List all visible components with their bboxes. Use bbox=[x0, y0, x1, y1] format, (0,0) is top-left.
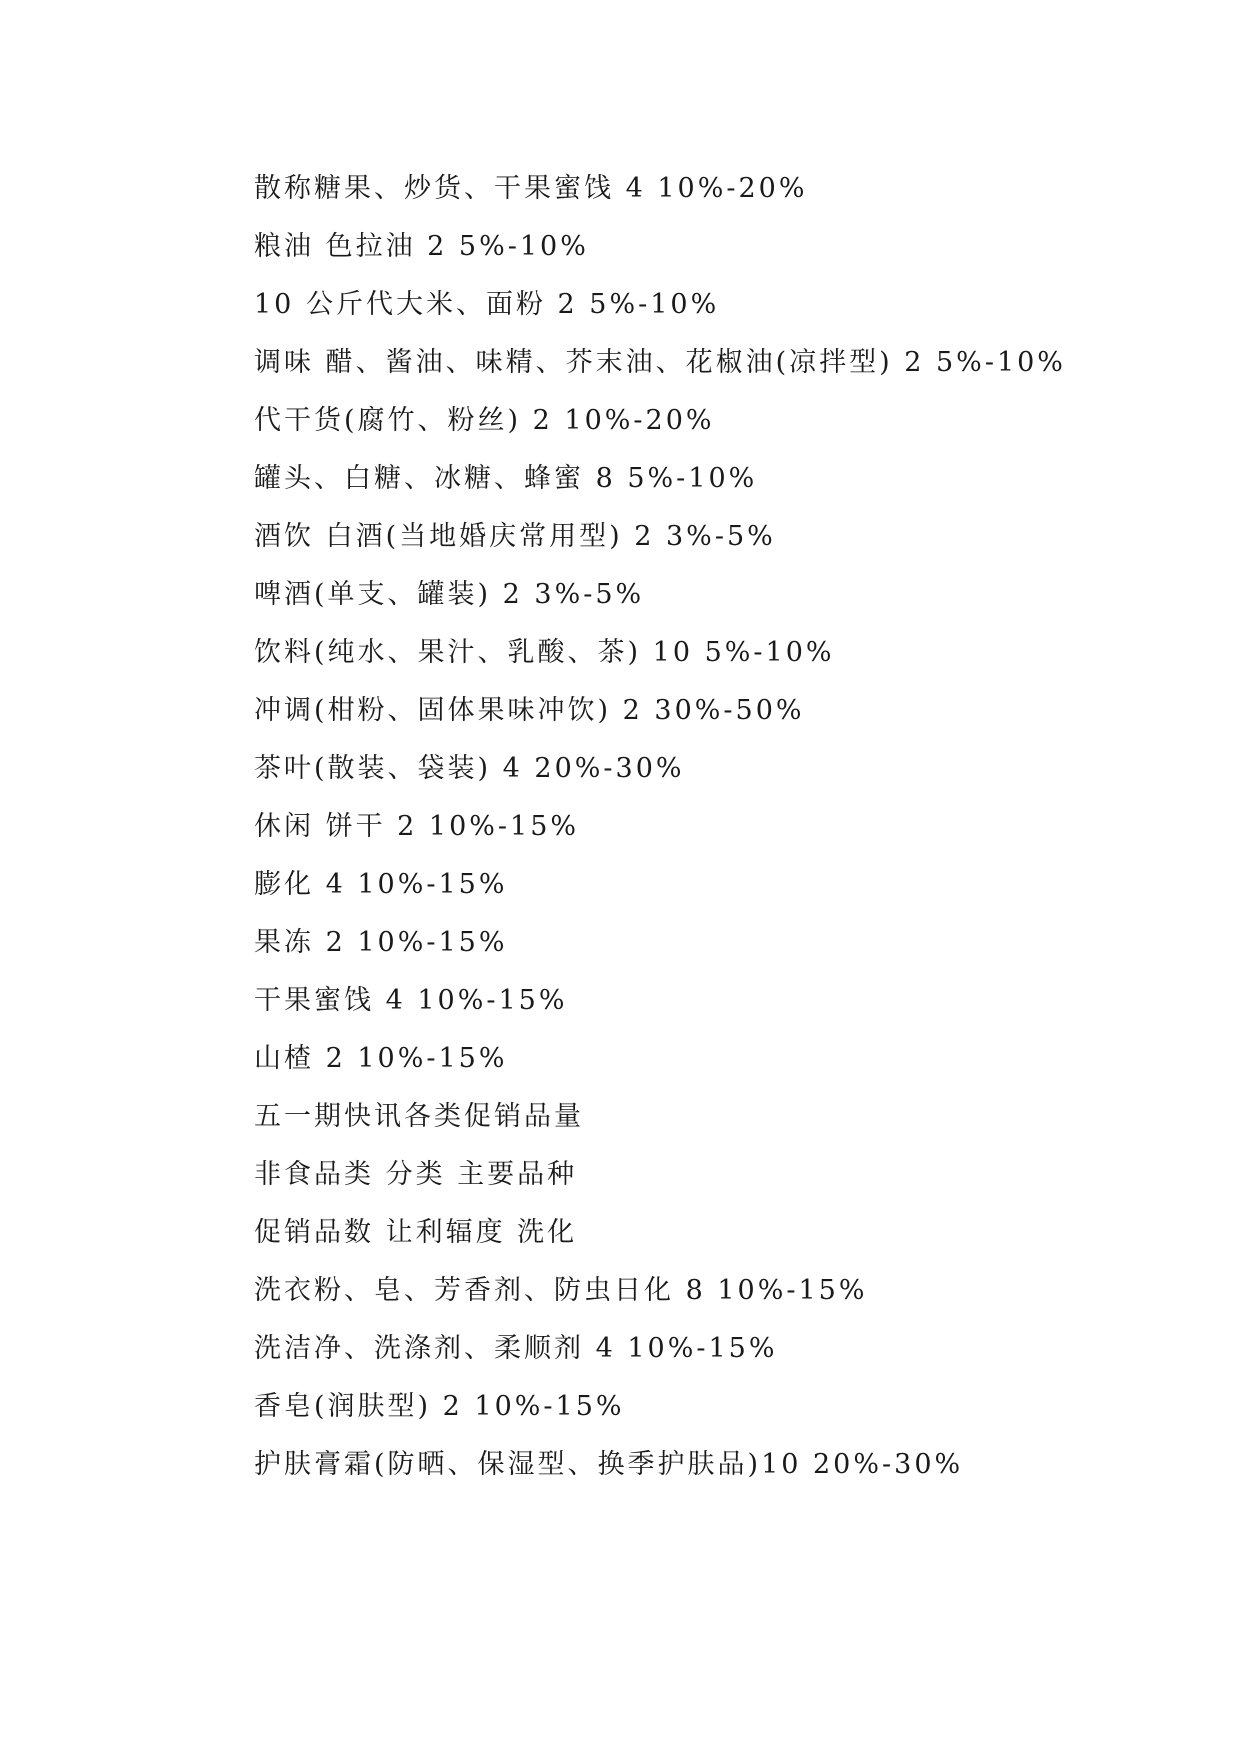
text-line: 护肤膏霜(防晒、保湿型、换季护肤品)10 20%-30% bbox=[254, 1449, 964, 1480]
text-line: 五一期快讯各类促销品量 bbox=[254, 1101, 584, 1132]
text-line: 茶叶(散装、袋装) 4 20%-30% bbox=[254, 753, 685, 784]
text-line: 休闲 饼干 2 10%-15% bbox=[254, 811, 580, 842]
text-line: 调味 醋、酱油、味精、芥末油、花椒油(凉拌型) 2 5%-10% bbox=[254, 347, 1066, 378]
text-line: 促销品数 让利辐度 洗化 bbox=[254, 1217, 578, 1248]
text-line: 酒饮 白酒(当地婚庆常用型) 2 3%-5% bbox=[254, 521, 776, 552]
text-line: 代干货(腐竹、粉丝) 2 10%-20% bbox=[254, 405, 715, 436]
text-line: 饮料(纯水、果汁、乳酸、茶) 10 5%-10% bbox=[254, 637, 835, 668]
text-line: 果冻 2 10%-15% bbox=[254, 927, 508, 958]
document-body bbox=[188, 160, 1068, 1494]
text-line: 山楂 2 10%-15% bbox=[254, 1043, 508, 1074]
text-line: 香皂(润肤型) 2 10%-15% bbox=[254, 1391, 625, 1422]
text-line: 散称糖果、炒货、干果蜜饯 4 10%-20% bbox=[254, 173, 808, 204]
text-line: 膨化 4 10%-15% bbox=[254, 869, 508, 900]
text-line: 洗衣粉、皂、芳香剂、防虫日化 8 10%-15% bbox=[254, 1275, 868, 1306]
text-line: 罐头、白糖、冰糖、蜂蜜 8 5%-10% bbox=[254, 463, 758, 494]
text-line: 洗洁净、洗涤剂、柔顺剂 4 10%-15% bbox=[254, 1333, 778, 1364]
text-line: 10 公斤代大米、面粉 2 5%-10% bbox=[254, 289, 720, 320]
text-line: 粮油 色拉油 2 5%-10% bbox=[254, 231, 589, 262]
text-line: 冲调(柑粉、固体果味冲饮) 2 30%-50% bbox=[254, 695, 805, 726]
text-line: 干果蜜饯 4 10%-15% bbox=[254, 985, 568, 1016]
text-line: 非食品类 分类 主要品种 bbox=[254, 1159, 578, 1190]
text-line: 啤酒(单支、罐装) 2 3%-5% bbox=[254, 579, 645, 610]
